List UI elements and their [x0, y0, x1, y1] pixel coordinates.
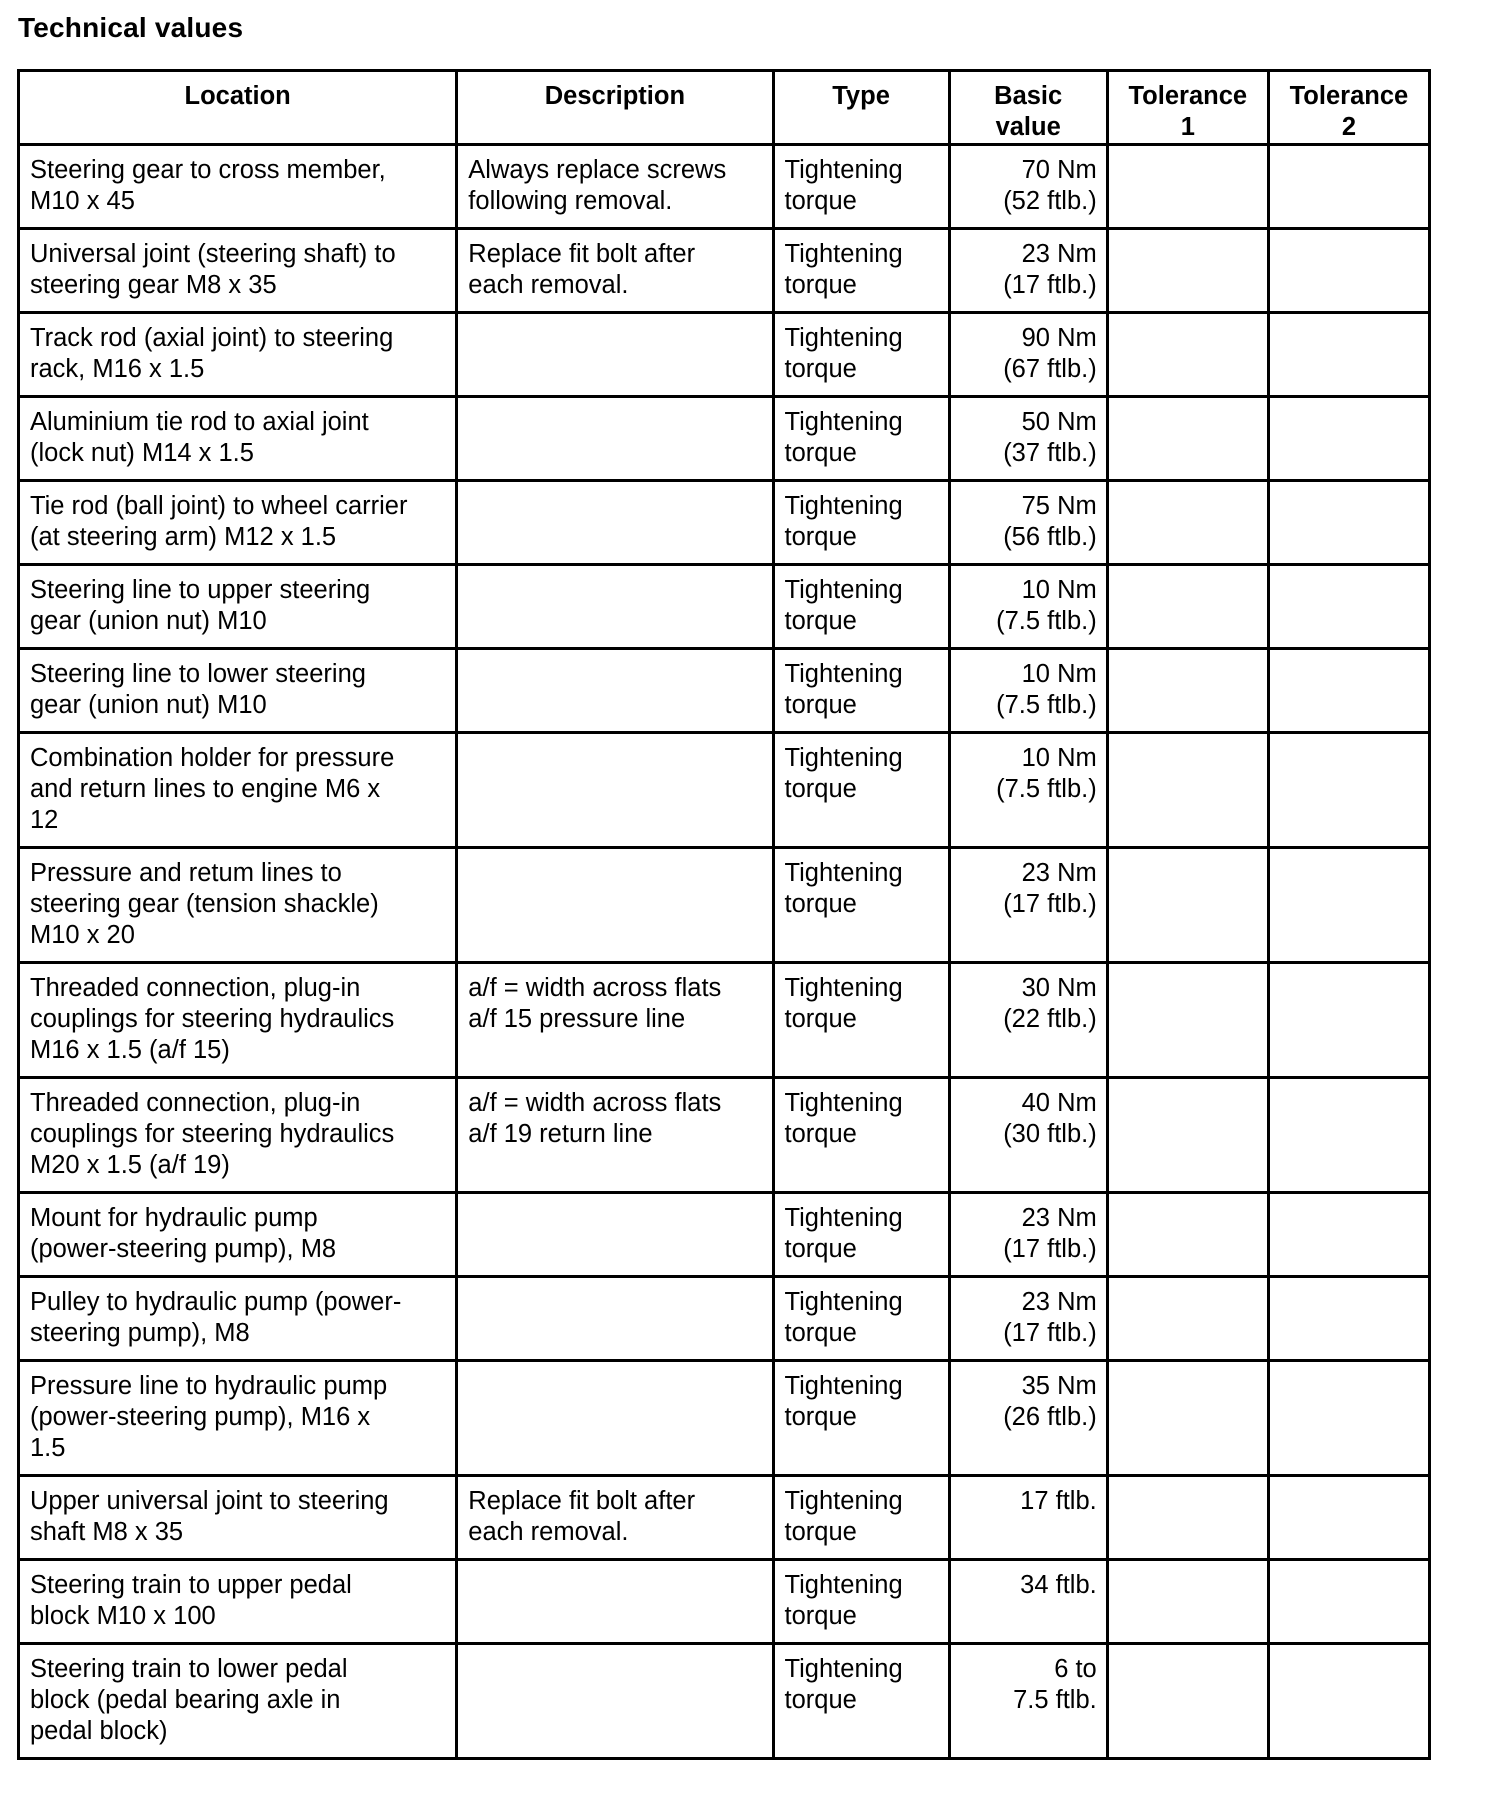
cell-location: Tie rod (ball joint) to wheel carrier (at steering arm) M12 x 1.5 — [19, 481, 457, 565]
cell-tolerance-2 — [1268, 229, 1429, 313]
cell-tolerance-1 — [1107, 565, 1268, 649]
cell-tolerance-1 — [1107, 145, 1268, 229]
table-header — [19, 71, 1430, 145]
table-row — [19, 1476, 1430, 1560]
cell-description — [457, 1560, 773, 1644]
cell-description — [457, 848, 773, 963]
cell-tolerance-1 — [1107, 397, 1268, 481]
cell-tolerance-1 — [1107, 1078, 1268, 1193]
cell-description: a/f = width across flats a/f 15 pressure line — [457, 963, 773, 1078]
cell-tolerance-1 — [1107, 848, 1268, 963]
cell-basic-value: 23 Nm (17 ftlb.) — [949, 1193, 1107, 1277]
cell-tolerance-1 — [1107, 1193, 1268, 1277]
cell-location: Steering train to upper pedal block M10 x 100 — [19, 1560, 457, 1644]
cell-tolerance-1 — [1107, 649, 1268, 733]
table-row — [19, 313, 1430, 397]
cell-tolerance-2 — [1268, 565, 1429, 649]
cell-description — [457, 1644, 773, 1759]
cell-description: Replace fit bolt after each removal. — [457, 1476, 773, 1560]
cell-tolerance-1 — [1107, 229, 1268, 313]
cell-type: Tightening torque — [773, 1078, 949, 1193]
cell-description — [457, 313, 773, 397]
cell-type: Tightening torque — [773, 1644, 949, 1759]
cell-location: Steering line to upper steering gear (union nut) M10 — [19, 565, 457, 649]
cell-description — [457, 481, 773, 565]
header-tolerance-1-line2: 1 — [1180, 113, 1195, 141]
cell-basic-value: 90 Nm (67 ftlb.) — [949, 313, 1107, 397]
header-row — [19, 71, 1430, 145]
cell-type: Tightening torque — [773, 1476, 949, 1560]
cell-tolerance-2 — [1268, 145, 1429, 229]
header-description: Description — [457, 71, 773, 145]
table-row — [19, 1361, 1430, 1476]
cell-basic-value: 34 ftlb. — [949, 1560, 1107, 1644]
table-row — [19, 848, 1430, 963]
cell-tolerance-2 — [1268, 1277, 1429, 1361]
cell-tolerance-2 — [1268, 649, 1429, 733]
cell-type: Tightening torque — [773, 1361, 949, 1476]
header-location: Location — [19, 71, 457, 145]
cell-tolerance-2 — [1268, 1193, 1429, 1277]
cell-basic-value: 10 Nm (7.5 ftlb.) — [949, 649, 1107, 733]
cell-description — [457, 1277, 773, 1361]
cell-type: Tightening torque — [773, 649, 949, 733]
cell-tolerance-1 — [1107, 1476, 1268, 1560]
cell-type: Tightening torque — [773, 1277, 949, 1361]
cell-location: Universal joint (steering shaft) to steering gear M8 x 35 — [19, 229, 457, 313]
cell-type: Tightening torque — [773, 565, 949, 649]
table-row — [19, 481, 1430, 565]
cell-tolerance-2 — [1268, 481, 1429, 565]
cell-location: Aluminium tie rod to axial joint (lock nut) M14 x 1.5 — [19, 397, 457, 481]
cell-basic-value: 35 Nm (26 ftlb.) — [949, 1361, 1107, 1476]
cell-tolerance-1 — [1107, 1361, 1268, 1476]
table-row — [19, 963, 1430, 1078]
header-tolerance-1-line1: Tolerance — [1128, 82, 1248, 110]
table-row — [19, 1277, 1430, 1361]
cell-location: Upper universal joint to steering shaft M8 x 35 — [19, 1476, 457, 1560]
cell-location: Pressure line to hydraulic pump (power-steering pump), M16 x 1.5 — [19, 1361, 457, 1476]
cell-type: Tightening torque — [773, 963, 949, 1078]
cell-type: Tightening torque — [773, 733, 949, 848]
cell-location: Pressure and retum lines to steering gear (tension shackle) M10 x 20 — [19, 848, 457, 963]
table-row — [19, 1560, 1430, 1644]
cell-location: Combination holder for pressure and return lines to engine M6 x 12 — [19, 733, 457, 848]
cell-type: Tightening torque — [773, 229, 949, 313]
table-row — [19, 1193, 1430, 1277]
header-tolerance-2 — [1268, 71, 1429, 145]
cell-tolerance-2 — [1268, 1078, 1429, 1193]
cell-basic-value: 23 Nm (17 ftlb.) — [949, 229, 1107, 313]
cell-type: Tightening torque — [773, 848, 949, 963]
cell-basic-value: 75 Nm (56 ftlb.) — [949, 481, 1107, 565]
cell-tolerance-2 — [1268, 963, 1429, 1078]
technical-values-table — [17, 69, 1431, 1760]
header-type: Type — [773, 71, 949, 145]
cell-basic-value: 23 Nm (17 ftlb.) — [949, 1277, 1107, 1361]
cell-tolerance-1 — [1107, 1560, 1268, 1644]
header-tolerance-2-line1: Tolerance — [1289, 82, 1409, 110]
cell-type: Tightening torque — [773, 397, 949, 481]
cell-location: Pulley to hydraulic pump (power- steering pump), M8 — [19, 1277, 457, 1361]
cell-tolerance-1 — [1107, 1644, 1268, 1759]
cell-basic-value: 10 Nm (7.5 ftlb.) — [949, 733, 1107, 848]
cell-description — [457, 565, 773, 649]
header-tolerance-2-line2: 2 — [1341, 113, 1357, 141]
header-basic-value — [949, 71, 1107, 145]
cell-tolerance-2 — [1268, 1476, 1429, 1560]
cell-type: Tightening torque — [773, 481, 949, 565]
cell-tolerance-2 — [1268, 1644, 1429, 1759]
cell-type: Tightening torque — [773, 1560, 949, 1644]
table-row — [19, 649, 1430, 733]
table-row — [19, 397, 1430, 481]
cell-type: Tightening torque — [773, 145, 949, 229]
cell-description — [457, 733, 773, 848]
header-tolerance-1 — [1107, 71, 1268, 145]
table-body — [19, 145, 1430, 1759]
cell-basic-value: 6 to 7.5 ftlb. — [949, 1644, 1107, 1759]
cell-tolerance-2 — [1268, 1560, 1429, 1644]
cell-location: Threaded connection, plug-in couplings for steering hydraulics M20 x 1.5 (a/f 19) — [19, 1078, 457, 1193]
table-row — [19, 145, 1430, 229]
cell-description: a/f = width across flats a/f 19 return line — [457, 1078, 773, 1193]
cell-tolerance-2 — [1268, 733, 1429, 848]
cell-location: Track rod (axial joint) to steering rack, M16 x 1.5 — [19, 313, 457, 397]
cell-description — [457, 1361, 773, 1476]
cell-location: Steering train to lower pedal block (pedal bearing axle in pedal block) — [19, 1644, 457, 1759]
cell-location: Threaded connection, plug-in couplings for steering hydraulics M16 x 1.5 (a/f 15) — [19, 963, 457, 1078]
cell-basic-value: 70 Nm (52 ftlb.) — [949, 145, 1107, 229]
cell-description: Replace fit bolt after each removal. — [457, 229, 773, 313]
header-basic-value-line1: Basic — [994, 82, 1063, 110]
cell-description — [457, 1193, 773, 1277]
cell-basic-value: 40 Nm (30 ftlb.) — [949, 1078, 1107, 1193]
cell-basic-value: 17 ftlb. — [949, 1476, 1107, 1560]
table-row — [19, 565, 1430, 649]
cell-tolerance-1 — [1107, 481, 1268, 565]
cell-basic-value: 10 Nm (7.5 ftlb.) — [949, 565, 1107, 649]
table-row — [19, 1644, 1430, 1759]
cell-basic-value: 50 Nm (37 ftlb.) — [949, 397, 1107, 481]
table-row — [19, 229, 1430, 313]
cell-tolerance-1 — [1107, 1277, 1268, 1361]
cell-tolerance-2 — [1268, 313, 1429, 397]
cell-tolerance-1 — [1107, 313, 1268, 397]
page-title: Technical values — [18, 12, 244, 43]
cell-description — [457, 397, 773, 481]
cell-location: Mount for hydraulic pump (power-steering pump), M8 — [19, 1193, 457, 1277]
cell-tolerance-1 — [1107, 963, 1268, 1078]
cell-basic-value: 30 Nm (22 ftlb.) — [949, 963, 1107, 1078]
cell-location: Steering gear to cross member, M10 x 45 — [19, 145, 457, 229]
header-basic-value-line2: value — [995, 113, 1061, 141]
cell-description — [457, 649, 773, 733]
cell-type: Tightening torque — [773, 313, 949, 397]
cell-basic-value: 23 Nm (17 ftlb.) — [949, 848, 1107, 963]
cell-tolerance-1 — [1107, 733, 1268, 848]
table-row — [19, 1078, 1430, 1193]
cell-location: Steering line to lower steering gear (union nut) M10 — [19, 649, 457, 733]
cell-tolerance-2 — [1268, 1361, 1429, 1476]
cell-type: Tightening torque — [773, 1193, 949, 1277]
table-row — [19, 733, 1430, 848]
cell-tolerance-2 — [1268, 397, 1429, 481]
cell-description: Always replace screws following removal. — [457, 145, 773, 229]
cell-tolerance-2 — [1268, 848, 1429, 963]
